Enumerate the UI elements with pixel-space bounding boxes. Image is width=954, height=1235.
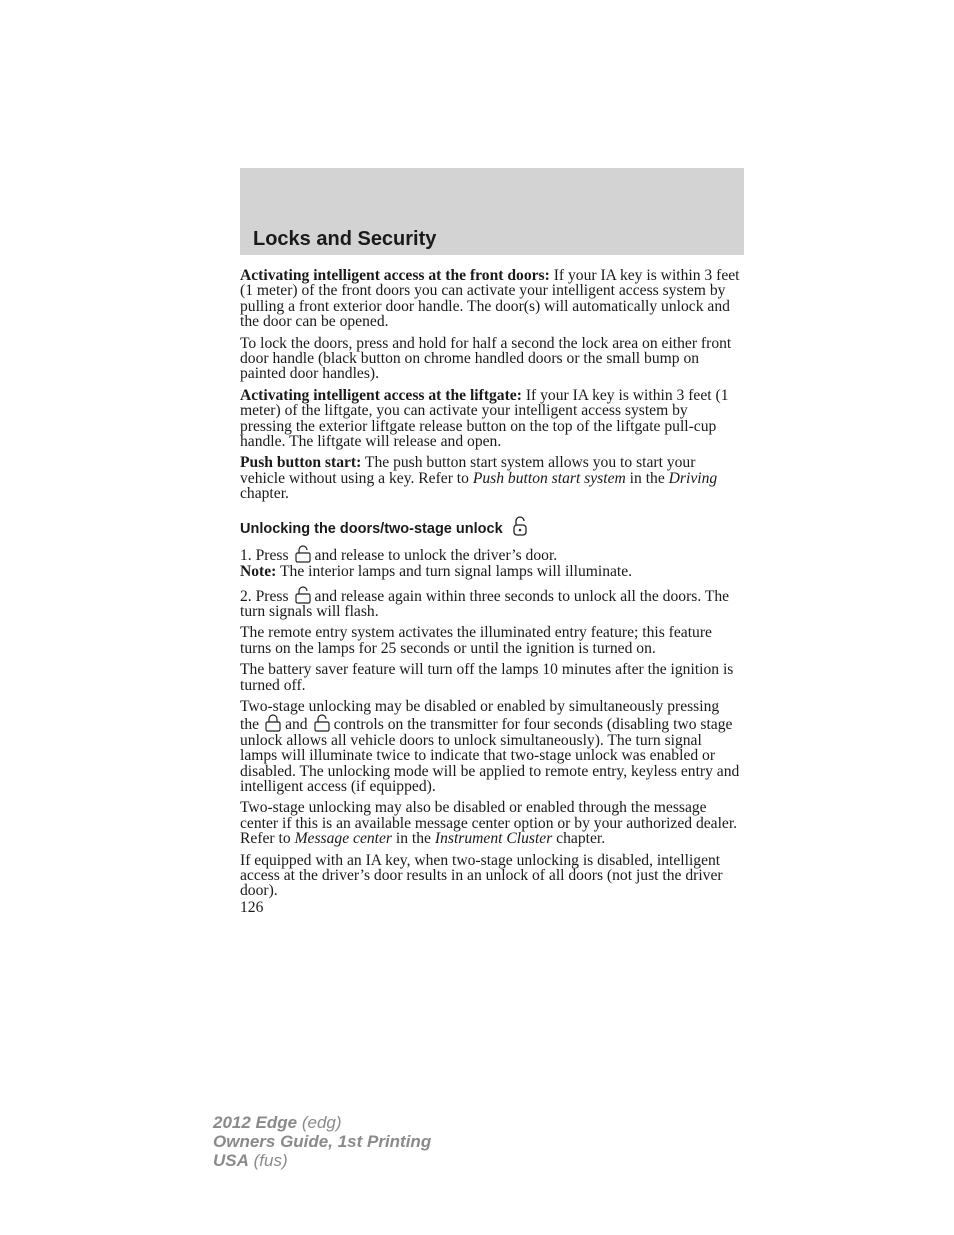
footer-bold: 2012 Edge: [213, 1113, 298, 1132]
paragraph-text: chapter.: [552, 830, 606, 848]
paragraph-text: If your IA key is within 3 feet (1 meter) of the front doors you can activate your intelligent access system by pulling a front exterior door handle. The door(s) will automatically unlock and the door can be opened.: [240, 267, 740, 331]
step-text: 1. Press: [240, 546, 289, 564]
footer: [213, 1113, 431, 1170]
step-2: [240, 586, 740, 620]
page-number: 126: [240, 898, 264, 916]
paragraph-front-doors: [240, 268, 740, 330]
section-header: [240, 168, 744, 255]
step-text: and release again within three seconds to unlock all the doors. The turn signals will flash.: [240, 587, 730, 620]
paragraph-text: in the: [392, 830, 435, 848]
footer-line-2: [213, 1132, 431, 1151]
unlock-icon: [314, 714, 330, 732]
page-title: Locks and Security: [253, 228, 437, 250]
note: [240, 564, 740, 579]
reference-italic: Instrument Cluster: [434, 830, 553, 848]
subhead-text: Unlocking the doors/two-stage unlock: [240, 520, 503, 537]
paragraph-push-button: [240, 455, 740, 501]
paragraph-ia-key: If equipped with an IA key, when two-stage unlocking is disabled, intelligent access at the driver’s door results in an unlock of all doors (not just the driver door).: [240, 851, 723, 900]
main-content: [240, 268, 740, 921]
step-text: 2. Press: [240, 587, 289, 605]
note-text: The interior lamps and turn signal lamps will illuminate.: [276, 563, 633, 581]
paragraph-text: The push button start system allows you to start your vehicle without using a key. Refer to: [240, 454, 696, 487]
paragraph-text: in the: [625, 469, 669, 487]
paragraph-text: controls on the transmitter for four seconds (disabling two stage unlock allows all vehicle doors to unlock simultaneously). The turn signal lamps will illuminate twice to indicate that two-stage unlock was enabled or disabled. The unlocking mode will be applied to remote entry, keyless entry and intelligent access (if equipped).: [240, 716, 740, 795]
paragraph-text: and: [285, 716, 308, 734]
bold-lead: Activating intelligent access at the liftgate:: [240, 386, 522, 404]
footer-light: (edg): [297, 1113, 342, 1132]
step-text: and release to unlock the driver’s door.: [314, 546, 558, 564]
footer-line-1: [213, 1113, 431, 1132]
bold-lead: Push button start:: [240, 454, 362, 472]
bold-lead: Activating intelligent access at the front doors:: [240, 267, 550, 284]
paragraph-two-stage: [240, 699, 740, 794]
paragraph-message-center: [240, 800, 740, 846]
paragraph-text: Two-stage unlocking may also be disabled or enabled through the message center if this is an available message center option or by your authorized dealer. Refer to: [240, 799, 738, 848]
lock-icon: [265, 714, 281, 732]
reference-italic: Push button start system: [472, 469, 626, 487]
footer-bold: Owners Guide, 1st Printing: [213, 1132, 432, 1151]
note-label: Note:: [240, 563, 277, 581]
footer-bold: USA: [213, 1151, 249, 1170]
paragraph-lock-doors: To lock the doors, press and hold for half a second the lock area on either front door handle (black button on chrome handled doors or the small bump on painted door handles).: [240, 334, 732, 383]
paragraph-text: If your IA key is within 3 feet (1 meter) of the liftgate, you can activate your intelligent access system by pressing the exterior liftgate release button on the top of the liftgate pull-cup handle. The liftgate will release and open.: [240, 386, 729, 451]
reference-italic: Message center: [294, 830, 392, 848]
paragraph-text: chapter.: [240, 485, 289, 503]
unlock-icon: [295, 545, 311, 563]
paragraph-remote-entry: The remote entry system activates the illuminated entry feature; this feature turns on the lamps for 25 seconds or until the ignition is turned on.: [240, 624, 712, 657]
unlock-icon: [513, 516, 527, 536]
section-subhead: [240, 516, 740, 538]
footer-light: (fus): [248, 1151, 288, 1170]
paragraph-text: Two-stage unlocking may be disabled or enabled by simultaneously pressing the: [240, 697, 720, 734]
reference-italic: Driving: [668, 469, 718, 487]
unlock-icon: [295, 586, 311, 604]
paragraph-liftgate: [240, 388, 740, 450]
paragraph-battery-saver: The battery saver feature will turn off the lamps 10 minutes after the ignition is turned off.: [240, 661, 734, 694]
footer-line-3: [213, 1151, 431, 1170]
step-1: [240, 545, 740, 563]
